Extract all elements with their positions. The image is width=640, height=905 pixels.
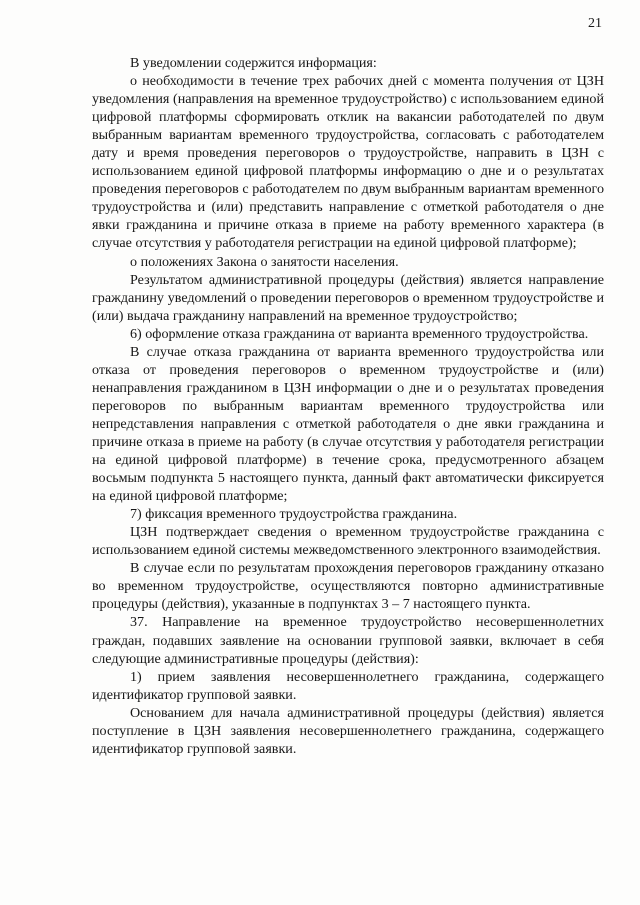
paragraph-notification-law: о положениях Закона о занятости населения. [130, 253, 399, 270]
paragraph-item-1: 1) прием заявления несовершеннолетнего гражданина, содержащего идентификатор групповой заявки. [92, 668, 604, 703]
paragraph-section-37: 37. Направление на временное трудоустройство несовершеннолетних граждан, подавших заявление на основании групповой заявки, включает в себя следующие административные процедуры (действия): [92, 614, 604, 667]
paragraph-item-6: 6) оформление отказа гражданина от варианта временного трудоустройства. [130, 325, 589, 342]
paragraph-procedure-result: Результатом административной процедуры (действия) является направление гражданину уведомлений о проведении переговоров о временном трудоустройстве и (или) выдача гражданину направлений на временное трудоустройство; [92, 271, 604, 324]
paragraph-procedure-basis: Основанием для начала административной процедуры (действия) является поступление в ЦЗН заявления несовершеннолетнего гражданина, содержащего идентификатор групповой заявки. [92, 704, 604, 757]
page-number: 21 [588, 16, 602, 31]
paragraph-refusal-case: В случае отказа гражданина от варианта временного трудоустройства или отказа от проведения переговоров о временном трудоустройстве и (или) ненаправления гражданином в ЦЗН информации о дне и о результатах проведения переговоров по выбранным вариантам временного трудоустройства или непредставления направления с отметкой работодателя о дне явки гражданина и причине отказа в приеме на работу (в случае отсутствия у работодателя регистрации на единой цифровой платформе) в течение срока, предусмотренного абзацем восьмым подпункта 5 настоящего пункта, данный факт автоматически фиксируется на единой цифровой платформе; [92, 343, 604, 505]
paragraph-czn-confirms: ЦЗН подтверждает сведения о временном трудоустройстве гражданина с использованием единой системы межведомственного электронного взаимодействия. [92, 524, 604, 559]
paragraph-notification-intro: В уведомлении содержится информация: [130, 55, 377, 71]
document-body [92, 54, 604, 758]
paragraph-notification-necessity: о необходимости в течение трех рабочих дней с момента получения от ЦЗН уведомления (направления на временное трудоустройство) с использованием единой цифровой платформы сформировать отклик на вакансии работодателей по двум выбранным вариантам временного трудоустройства, согласовать с работодателем дату и время проведения переговоров о трудоустройстве, направить в ЦЗН с использованием единой цифровой платформы информацию о дне и о результатах проведения переговоров с работодателем по двум выбранным вариантам временного трудоустройства и (или) представить направление с отметкой работодателя о дне явки гражданина и причине отказа в приеме на работу временного характера (в случае отсутствия у работодателя регистрации на единой цифровой платформе); [92, 73, 604, 252]
paragraph-item-7: 7) фиксация временного трудоустройства гражданина. [130, 506, 458, 523]
paragraph-repeat-procedures: В случае если по результатам прохождения переговоров гражданину отказано во временном трудоустройстве, осуществляются повторно административные процедуры (действия), указанные в подпунктах 3 – 7 настоящего пункта. [92, 560, 604, 613]
